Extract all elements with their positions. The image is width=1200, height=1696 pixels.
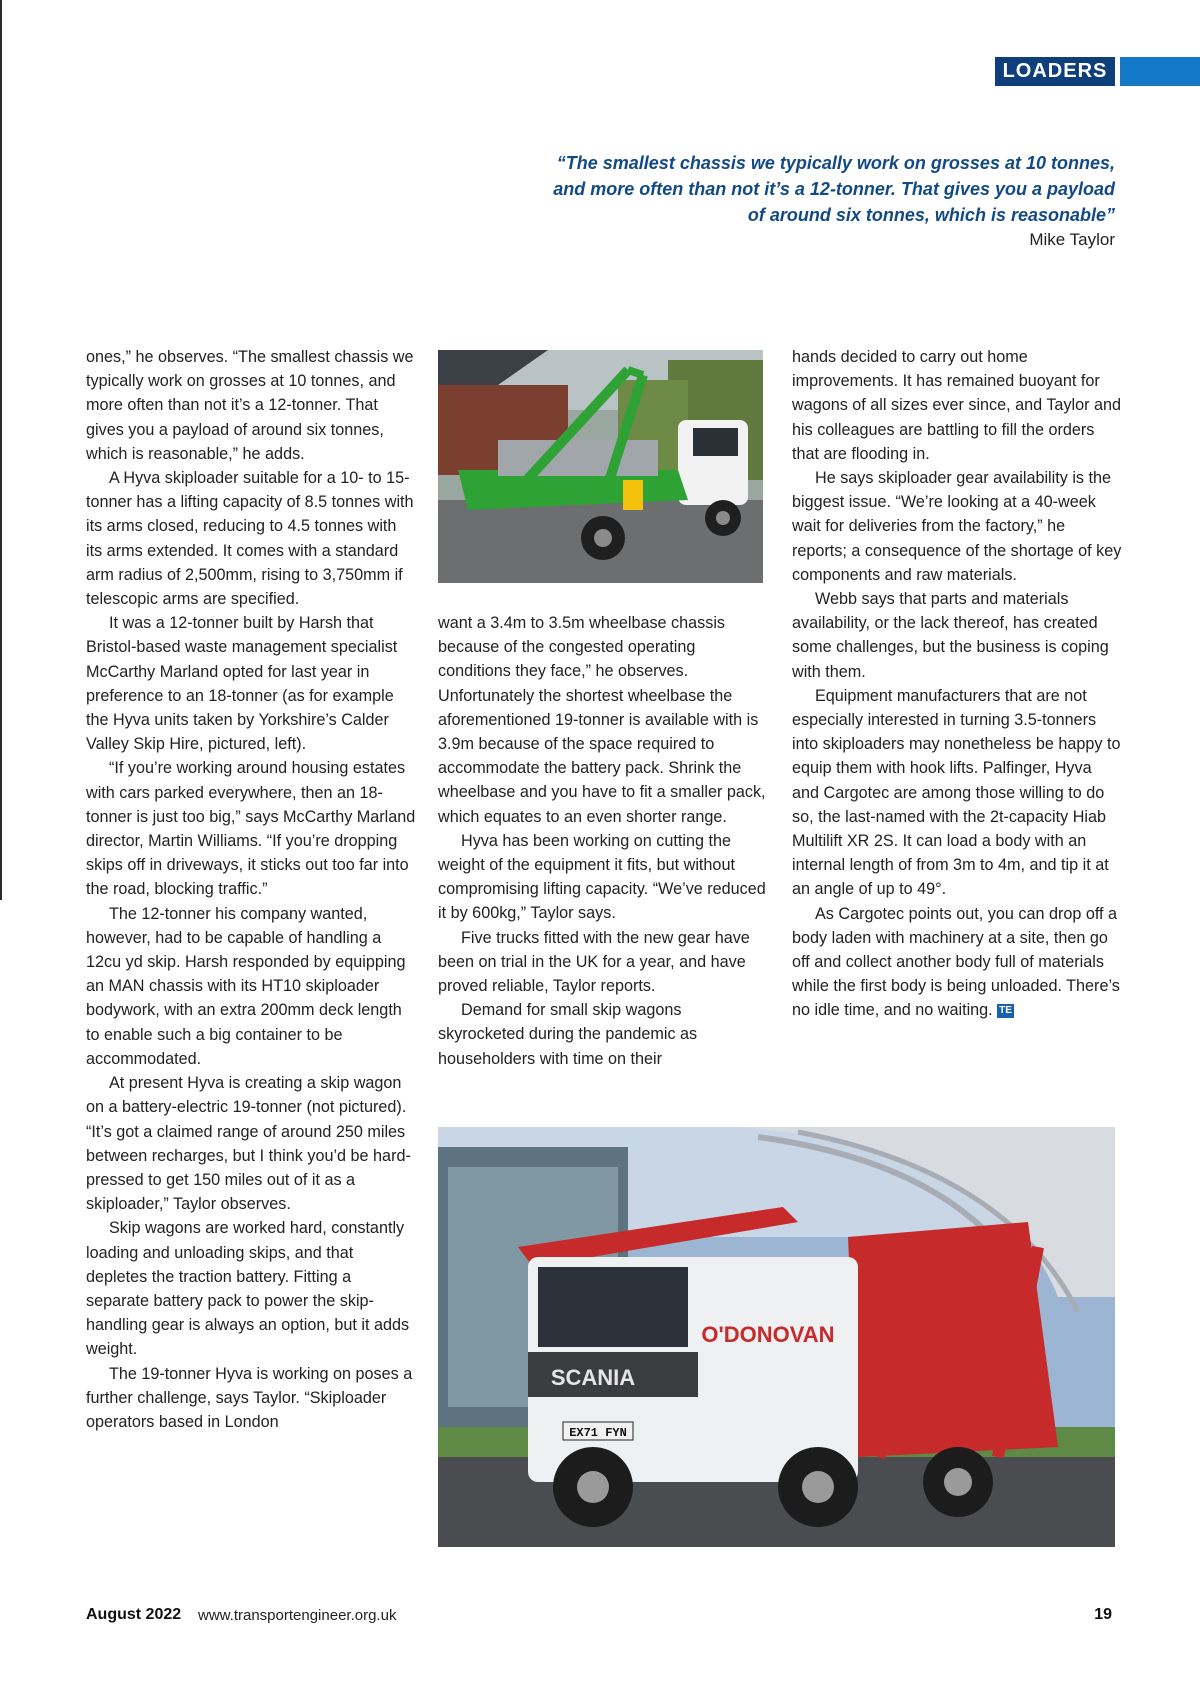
paragraph: Hyva has been working on cutting the weight of the equipment it fits, but without compromising lifting capacity. “We’ve reduced it by 600kg,” Taylor says. — [438, 831, 766, 923]
footer-url[interactable]: www.transportengineer.org.uk — [198, 1607, 397, 1624]
paragraph: Webb says that parts and materials availability, or the lack thereof, has created some challenges, but the business is coping with them. — [792, 590, 1109, 681]
page-number: 19 — [1094, 1606, 1112, 1623]
te-end-mark-icon: TE — [999, 1005, 1012, 1017]
pull-quote: “The smallest chassis we typically work on grosses at 10 tonnes, and more often than not it’s a 12-tonner. That gives you a payload of around six tonnes, which is reasonable” — [553, 153, 1115, 225]
article-column-1 — [86, 345, 416, 1434]
truck-brand-text: SCANIA — [550, 1365, 636, 1390]
page-edge-rule — [0, 0, 2, 900]
paragraph: He says skiploader gear availability is the biggest issue. “We’re looking at a 40-week wait for deliveries from the factory,” he reports; a consequence of the shortage of key components and raw materials. — [792, 469, 1122, 584]
paragraph-text: As Cargotec points out, you can drop off a body laden with machinery at a site, then go off and collect another body full of materials while the first body is being unloaded. There’s no idle time, and no waiting. — [792, 904, 1120, 1020]
paragraph: The 19-tonner Hyva is working on poses a further challenge, says Taylor. “Skiploader operators based in London — [86, 1364, 413, 1431]
paragraph: The 12-tonner his company wanted, however, had to be capable of handling a 12cu yd skip. Harsh responded by equipping an MAN chassis with its HT10 skiploader bodywork, with an extra 200mm deck length to enable such a big container to be accommodated. — [86, 904, 406, 1068]
paragraph: Skip wagons are worked hard, constantly loading and unloading skips, and that depletes the traction battery. Fitting a separate battery pack to power the skip-handling gear is always an option, but it adds weight. — [86, 1219, 410, 1359]
paragraph: hands decided to carry out home improvements. It has remained buoyant for wagons of all sizes ever since, and Taylor and his colleagues are battling to fill the orders that are flooding in. — [792, 348, 1122, 463]
section-tag: LOADERS — [995, 57, 1115, 86]
paragraph: Equipment manufacturers that are not especially interested in turning 3.5-tonners into skiploaders may nonetheless be happy to equip them with hook lifts. Palfinger, Hyva and Cargotec are among those willing to do so, the last-named with the 2t-capacity Hiab Multilift XR 2S. It can load a body with an internal length of from 3m to 4m, and tip it at an angle of up to 49°. — [792, 686, 1121, 899]
article-column-2 — [438, 611, 768, 1071]
scania-skip-truck-photo — [438, 1127, 1115, 1547]
truck-livery-text: O'DONOVAN — [701, 1322, 835, 1347]
paragraph: A Hyva skiploader suitable for a 10- to 15-tonner has a lifting capacity of 8.5 tonnes with its arms closed, reducing to 4.5 tonnes with its arms extended. It comes with a standard arm radius of 2,500mm, rising to 3,750mm if telescopic arms are specified. — [86, 469, 414, 609]
paragraph: “If you’re working around housing estates with cars parked everywhere, then an 18-tonner is just too big,” says McCarthy Marland director, Martin Williams. “If you’re dropping skips off in driveways, it sticks out too far into the road, blocking traffic.” — [86, 759, 416, 899]
footer-date: August 2022 — [86, 1606, 182, 1623]
paragraph: Demand for small skip wagons skyrocketed during the pandemic as householders with time on their — [438, 1001, 698, 1068]
paragraph: Five trucks fitted with the new gear have been on trial in the UK for a year, and have proved reliable, Taylor reports. — [438, 928, 750, 996]
paragraph: At present Hyva is creating a skip wagon on a battery-electric 19-tonner (not pictured). “It’s got a claimed range of around 250 miles between recharges, but I think you’d be hard-pressed to get 150 miles out of it as a skiploader,” Taylor observes. — [86, 1074, 411, 1214]
article-column-3 — [792, 345, 1122, 1023]
paragraph: ones,” he observes. “The smallest chassis we typically work on grosses at 10 tonnes, and more often than not it’s a 12-tonner. That gives you a payload of around six tonnes, which is reasonable,” he adds. — [86, 348, 414, 463]
green-skiploader-van-photo — [438, 350, 763, 583]
paragraph: It was a 12-tonner built by Harsh that Bristol-based waste management specialist McCarthy Marland opted for last year in preference to an 18-tonner (as for example the Hyva units taken by Yorkshire’s Calder Valley Skip Hire, pictured, left). — [86, 614, 398, 754]
pull-quote-author: Mike Taylor — [1029, 230, 1115, 249]
paragraph: want a 3.4m to 3.5m wheelbase chassis because of the congested operating conditions they face,” he observes. Unfortunately the shortest wheelbase the aforementioned 19-tonner is available with is 3.9m because of the space required to accommodate the battery pack. Shrink the wheelbase and you have to fit a smaller pack, which equates to an even shorter range. — [438, 614, 766, 826]
truck-plate-text: EX71 FYN — [569, 1426, 627, 1440]
paragraph — [792, 902, 1122, 1023]
section-tag-bar — [1120, 57, 1200, 86]
